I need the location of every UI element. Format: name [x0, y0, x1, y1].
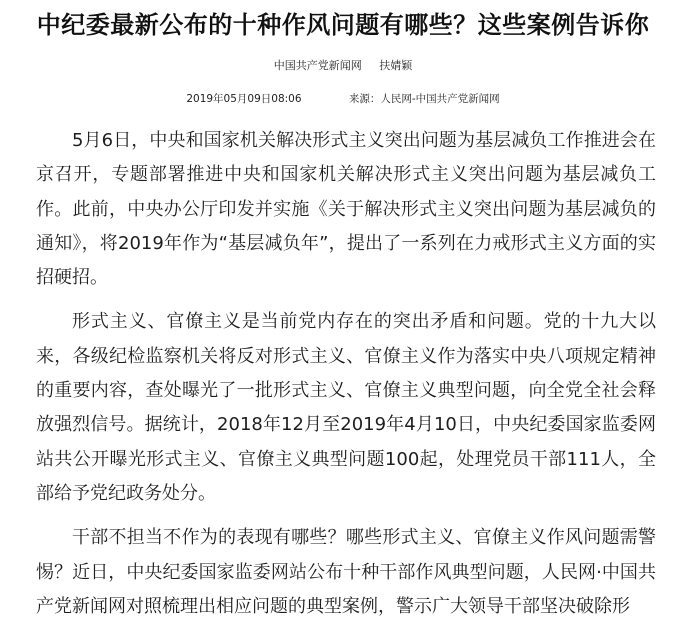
article-body — [36, 124, 656, 634]
paragraph-1: 5月6日，中央和国家机关解决形式主义突出问题为基层减负工作推进会在京召开，专题部署推进中央和国家机关解决形式主义突出问题为基层减负工作。此前，中央办公厅印发并实施《关于解决形式主义突出问题为基层减负的通知》，将2019年作为“基层减负年”，提出了一系列在力戒形式主义方面的实招硬招。 — [36, 130, 656, 289]
paragraph-3: 干部不担当不作为的表现有哪些？哪些形式主义、官僚主义作风问题需警惕？近日，中央纪委国家监委网站公布十种干部作风典型问题，人民网·中国共产党新闻网对照梳理出相应问题的典型案例，警示广大领导干部坚决破除形 — [36, 527, 656, 617]
paragraph-2: 形式主义、官僚主义是当前党内存在的突出矛盾和问题。党的十九大以来，各级纪检监察机关将反对形式主义、官僚主义作为落实中央八项规定精神的重要内容，查处曝光了一批形式主义、官僚主义典型问题，向全党全社会释放强烈信号。据统计，2018年12月至2019年4月10日，中央纪委国家监委网站共公开曝光形式主义、官僚主义典型问题100起，处理党员干部111人，全部给予党纪政务处分。 — [36, 311, 656, 504]
article-title: 中纪委最新公布的十种作风问题有哪些？这些案例告诉你 — [36, 11, 650, 39]
article-source: 来源：人民网-中国共产党新闻网 — [348, 93, 500, 105]
byline — [0, 58, 686, 74]
publish-datetime: 2019年05月09日08:06 — [186, 93, 302, 105]
byline-author: 扶婧颖 — [379, 59, 413, 72]
byline-outlet: 中国共产党新闻网 — [273, 59, 362, 72]
article-meta — [0, 92, 686, 106]
